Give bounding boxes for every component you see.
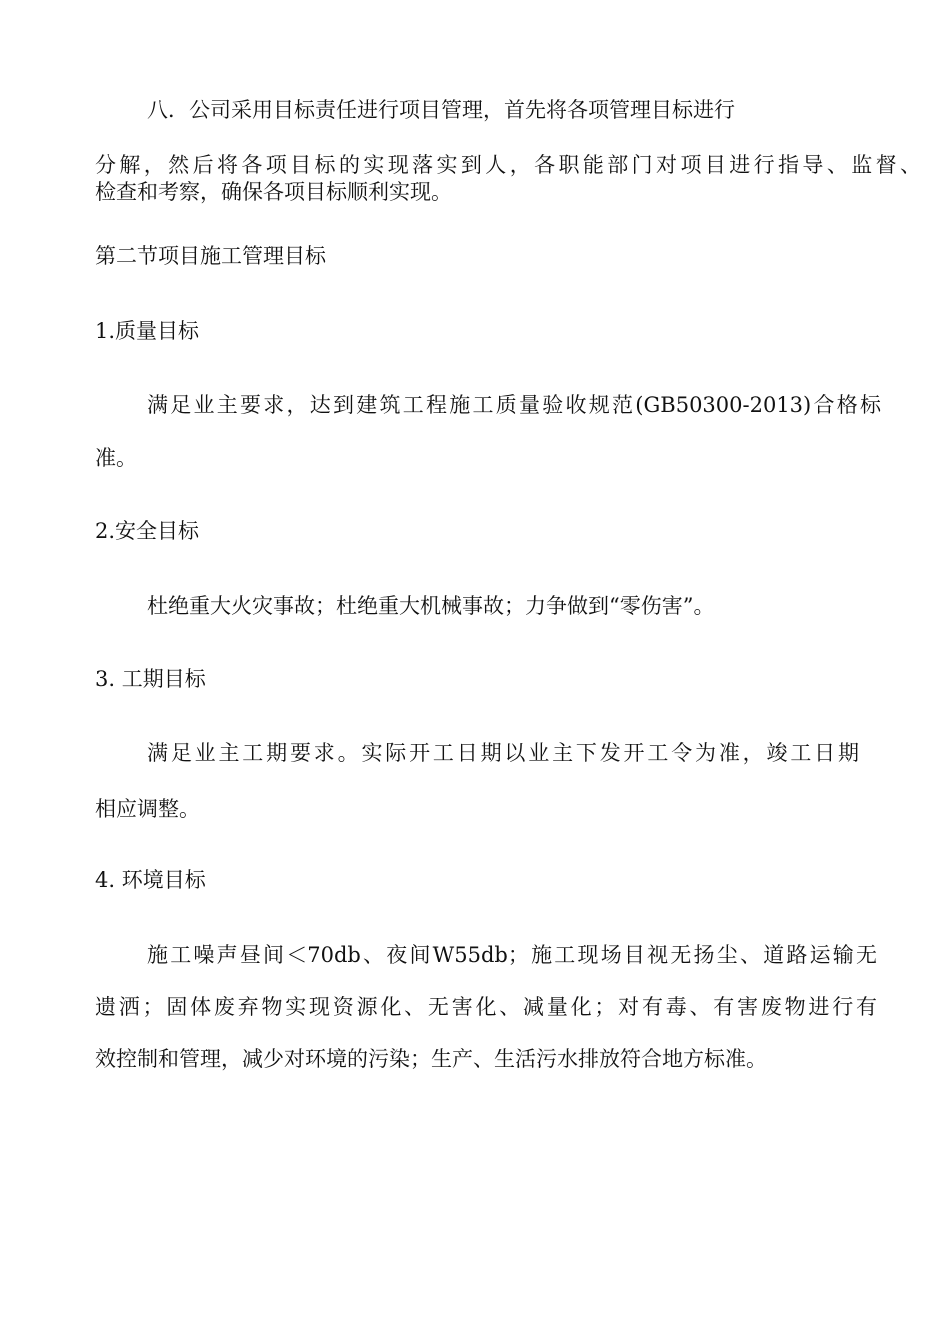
environment-heading: 4. 环境目标 <box>95 868 206 892</box>
quality-paragraph-line-1: 满足业主要求，达到建筑工程施工质量验收规范(GB50300-2013)合格标 <box>147 393 881 417</box>
environment-paragraph-line-2: 遗洒；固体废弃物实现资源化、无害化、减量化；对有毒、有害废物进行有 <box>95 995 877 1019</box>
schedule-heading: 3. 工期目标 <box>95 667 206 691</box>
schedule-paragraph-line-2: 相应调整。 <box>95 797 200 821</box>
intro-paragraph-line-3: 检查和考察，确保各项目标顺利实现。 <box>95 180 452 204</box>
quality-paragraph-line-2: 准。 <box>95 446 137 470</box>
environment-paragraph-line-1: 施工噪声昼间＜70db、夜间W55db；施工现场目视无扬尘、道路运输无 <box>147 943 877 967</box>
intro-paragraph-line-2: 分解，然后将各项目标的实现落实到人，各职能部门对项目进行指导、监督、 <box>95 153 921 177</box>
intro-paragraph-line-1: 八．公司采用目标责任进行项目管理，首先将各项管理目标进行 <box>147 98 735 122</box>
schedule-paragraph-line-1: 满足业主工期要求。实际开工日期以业主下发开工令为准，竣工日期 <box>147 741 859 765</box>
quality-heading: 1.质量目标 <box>95 319 200 343</box>
safety-heading: 2.安全目标 <box>95 519 200 543</box>
safety-paragraph-line-1: 杜绝重大火灾事故；杜绝重大机械事故；力争做到“零伤害”。 <box>147 594 715 618</box>
environment-paragraph-line-3: 效控制和管理，减少对环境的污染；生产、生活污水排放符合地方标准。 <box>95 1047 767 1071</box>
section-heading: 第二节项目施工管理目标 <box>95 244 326 268</box>
